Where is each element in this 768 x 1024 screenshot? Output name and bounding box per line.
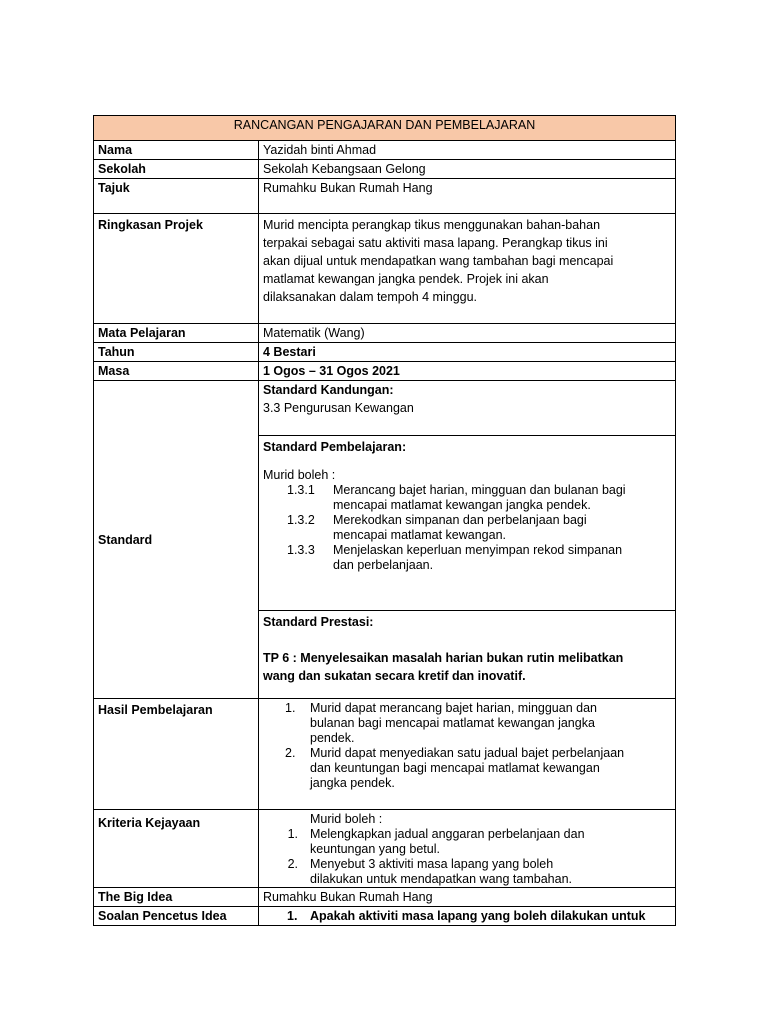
row-nama bbox=[94, 141, 676, 160]
standard-prestasi-heading: Standard Prestasi: bbox=[263, 615, 374, 629]
item-line: Menjelaskan keperluan menyimpan rekod simpanan bbox=[333, 543, 623, 557]
lesson-plan-table bbox=[93, 115, 676, 926]
row-kriteria bbox=[94, 810, 676, 888]
row-ringkasan bbox=[94, 214, 676, 324]
standard-prestasi-line: TP 6 : Menyelesaikan masalah harian bukan rutin melibatkan bbox=[263, 651, 624, 665]
label-masa: Masa bbox=[94, 362, 259, 381]
list-item bbox=[263, 543, 671, 573]
soalan-text: Apakah aktiviti masa lapang yang boleh dilakukan untuk bbox=[310, 909, 646, 923]
standard-prestasi bbox=[259, 611, 676, 699]
item-line: pendek. bbox=[310, 731, 355, 745]
item-number: 1.3.2 bbox=[287, 513, 315, 527]
label-tahun: Tahun bbox=[94, 343, 259, 362]
item-line: dilakukan untuk mendapatkan wang tambahan. bbox=[310, 872, 572, 886]
item-number: 1.3.3 bbox=[287, 543, 315, 557]
item-line: bulanan bagi mencapai matlamat kewangan jangka bbox=[310, 716, 595, 730]
item-number: 2. bbox=[287, 857, 298, 871]
value-sekolah: Sekolah Kebangsaan Gelong bbox=[259, 160, 676, 179]
standard-kandungan-heading: Standard Kandungan: bbox=[263, 383, 394, 397]
kriteria-list bbox=[263, 827, 671, 887]
item-line: mencapai matlamat kewangan. bbox=[333, 528, 507, 542]
list-item bbox=[263, 483, 671, 513]
row-mata-pelajaran bbox=[94, 324, 676, 343]
value-ringkasan bbox=[259, 214, 676, 324]
value-nama: Yazidah binti Ahmad bbox=[259, 141, 676, 160]
standard-pembelajaran bbox=[259, 436, 676, 611]
label-ringkasan: Ringkasan Projek bbox=[94, 214, 259, 324]
item-line: Melengkapkan jadual anggaran perbelanjaan dan bbox=[310, 827, 585, 841]
standard-pembelajaran-intro: Murid boleh : bbox=[263, 468, 336, 482]
label-nama: Nama bbox=[94, 141, 259, 160]
row-big-idea bbox=[94, 888, 676, 907]
list-item bbox=[263, 513, 671, 543]
standard-pembelajaran-heading: Standard Pembelajaran: bbox=[263, 440, 407, 454]
standard-kandungan bbox=[259, 381, 676, 436]
row-soalan bbox=[94, 907, 676, 926]
hasil-list bbox=[263, 701, 671, 791]
value-tahun: 4 Bestari bbox=[259, 343, 676, 362]
value-kriteria bbox=[259, 810, 676, 888]
item-line: Murid dapat merancang bajet harian, mingguan dan bbox=[310, 701, 597, 715]
item-line: Menyebut 3 aktiviti masa lapang yang boleh bbox=[310, 857, 554, 871]
value-hasil bbox=[259, 699, 676, 810]
list-item bbox=[263, 746, 671, 791]
ringkasan-line: matlamat kewangan jangka pendek. Projek ini akan bbox=[263, 272, 549, 286]
item-line: mencapai matlamat kewangan jangka pendek. bbox=[333, 498, 591, 512]
title-row bbox=[94, 116, 676, 141]
label-sekolah: Sekolah bbox=[94, 160, 259, 179]
item-number: 1. bbox=[287, 909, 298, 923]
item-line: dan perbelanjaan. bbox=[333, 558, 434, 572]
row-masa bbox=[94, 362, 676, 381]
item-line: Murid dapat menyediakan satu jadual bajet perbelanjaan bbox=[310, 746, 625, 760]
list-item bbox=[263, 857, 671, 887]
value-soalan bbox=[259, 907, 676, 926]
row-sekolah bbox=[94, 160, 676, 179]
row-tahun bbox=[94, 343, 676, 362]
row-hasil bbox=[94, 699, 676, 810]
ringkasan-line: terpakai sebagai satu aktiviti masa lapang. Perangkap tikus ini bbox=[263, 236, 608, 250]
item-line: Merekodkan simpanan dan perbelanjaan bagi bbox=[333, 513, 587, 527]
value-masa: 1 Ogos – 31 Ogos 2021 bbox=[259, 362, 676, 381]
label-mata-pelajaran: Mata Pelajaran bbox=[94, 324, 259, 343]
item-number: 1. bbox=[287, 827, 298, 841]
label-standard: Standard bbox=[94, 381, 259, 699]
label-tajuk: Tajuk bbox=[94, 179, 259, 214]
standard-pembelajaran-list bbox=[263, 483, 671, 573]
label-big-idea: The Big Idea bbox=[94, 888, 259, 907]
standard-prestasi-line: wang dan sukatan secara kretif dan inovatif. bbox=[263, 669, 526, 683]
item-number: 1.3.1 bbox=[287, 483, 315, 497]
ringkasan-line: akan dijual untuk mendapatkan wang tambahan bagi mencapai bbox=[263, 254, 614, 268]
row-standard-kandungan bbox=[94, 381, 676, 436]
value-mata-pelajaran: Matematik (Wang) bbox=[259, 324, 676, 343]
item-line: dan keuntungan bagi mencapai matlamat kewangan bbox=[310, 761, 600, 775]
row-tajuk bbox=[94, 179, 676, 214]
item-line: jangka pendek. bbox=[310, 776, 395, 790]
ringkasan-line: Murid mencipta perangkap tikus menggunakan bahan-bahan bbox=[263, 218, 601, 232]
label-hasil: Hasil Pembelajaran bbox=[94, 699, 259, 810]
value-big-idea: Rumahku Bukan Rumah Hang bbox=[259, 888, 676, 907]
list-item bbox=[263, 827, 671, 857]
item-number: 2. bbox=[285, 746, 296, 760]
standard-kandungan-value: 3.3 Pengurusan Kewangan bbox=[263, 401, 414, 415]
ringkasan-line: dilaksanakan dalam tempoh 4 minggu. bbox=[263, 290, 478, 304]
item-line: Merancang bajet harian, mingguan dan bulanan bagi bbox=[333, 483, 626, 497]
kriteria-intro: Murid boleh : bbox=[310, 812, 383, 826]
item-number: 1. bbox=[285, 701, 296, 715]
item-line: keuntungan yang betul. bbox=[310, 842, 440, 856]
page-title: RANCANGAN PENGAJARAN DAN PEMBELAJARAN bbox=[94, 116, 676, 141]
label-soalan: Soalan Pencetus Idea bbox=[94, 907, 259, 926]
list-item bbox=[263, 701, 671, 746]
label-kriteria: Kriteria Kejayaan bbox=[94, 810, 259, 888]
value-tajuk: Rumahku Bukan Rumah Hang bbox=[259, 179, 676, 214]
